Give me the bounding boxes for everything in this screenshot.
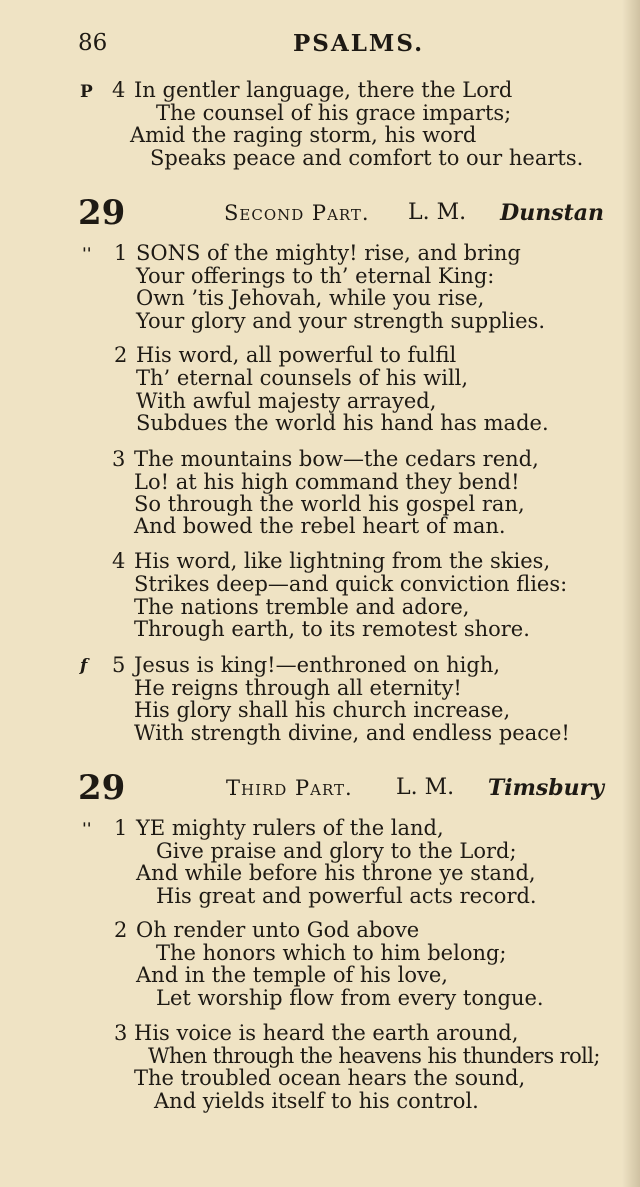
verse-line: Jesus is king!—enthroned on high, [134,653,501,677]
meter: L. M. [408,200,467,225]
verse-line: Give praise and glory to the Lord; [156,839,517,863]
psalm-heading [78,193,604,233]
verse-line: Let worship flow from every tongue. [156,986,544,1010]
verse-line: And in the temple of his love, [136,963,448,987]
running-header [78,30,610,64]
psalm-number: 29 [78,193,126,233]
verse-line: With strength divine, and endless peace! [134,721,570,745]
verse-line: The troubled ocean hears the sound, [134,1066,526,1090]
verse-line: The mountains bow—the cedars rend, [134,447,539,471]
page-number: 86 [78,30,108,56]
verse-line: Subdues the world his hand has made. [136,411,549,435]
verse-line: When through the heavens his thunders roll; [148,1044,600,1068]
stanza-number: 5 [112,653,126,677]
verse-line: His glory shall his church increase, [134,698,511,722]
psalm-number: 29 [78,768,126,808]
dynamics-mark: f [80,656,88,676]
verse-line: YE mighty rulers of the land, [136,816,444,840]
verse-line: In gentler language, there the Lord [134,78,513,102]
stanza-number: 1 [114,816,128,840]
verse-line: Speaks peace and comfort to our hearts. [150,146,584,170]
verse-line: His word, like lightning from the skies, [134,549,551,573]
verse-line: And while before his throne ye stand, [136,861,536,885]
stanza-number: 4 [112,549,126,573]
meter: L. M. [396,775,455,800]
verse-line: Strikes deep—and quick conviction flies: [134,572,568,596]
stanza-number: 3 [114,1021,128,1045]
verse-line: His great and powerful acts record. [156,884,537,908]
verse-line: With awful majesty arrayed, [136,389,437,413]
verse-line: Through earth, to its remotest shore. [134,617,530,641]
tune-name: Dunstan [500,200,604,226]
dynamics-mark: ˈˈ [82,245,92,265]
verse-line: His word, all powerful to fulfil [136,343,457,367]
psalm-heading [78,768,604,808]
tune-name: Timsbury [487,775,604,801]
verse-line: The counsel of his grace imparts; [156,101,512,125]
stanza-number: 2 [114,343,128,367]
stanza-number: 1 [114,241,128,265]
verse-line: Own ’tis Jehovah, while you rise, [136,286,485,310]
verse-line: Oh render unto God above [136,918,420,942]
stanza-number: 2 [114,918,128,942]
stanza-number: 3 [112,447,126,471]
dynamics-mark: ˈˈ [82,820,92,840]
part-label: Second Part. [224,201,370,225]
verse-line: His voice is heard the earth around, [134,1021,519,1045]
verse-line: He reigns through all eternity! [134,676,462,700]
verse-line: And yields itself to his control. [154,1089,479,1113]
verse-line: Your glory and your strength supplies. [136,309,545,333]
verse-line: And bowed the rebel heart of man. [134,514,506,538]
verse-line: SONS of the mighty! rise, and bring [136,241,521,265]
stanza-number: 4 [112,78,126,102]
verse-line: The nations tremble and adore, [134,595,470,619]
verse-line: So through the world his gospel ran, [134,492,525,516]
page-edge-shadow [622,0,640,1187]
part-label: Third Part. [226,776,353,800]
verse-line: Amid the raging storm, his word [130,123,477,147]
running-title: PSALMS. [293,30,425,57]
verse-line: Your offerings to th’ eternal King: [136,264,495,288]
verse-line: Lo! at his high command they bend! [134,470,520,494]
verse-line: The honors which to him belong; [156,941,507,965]
dynamics-mark: P [80,82,93,102]
verse-line: Th’ eternal counsels of his will, [136,366,469,390]
